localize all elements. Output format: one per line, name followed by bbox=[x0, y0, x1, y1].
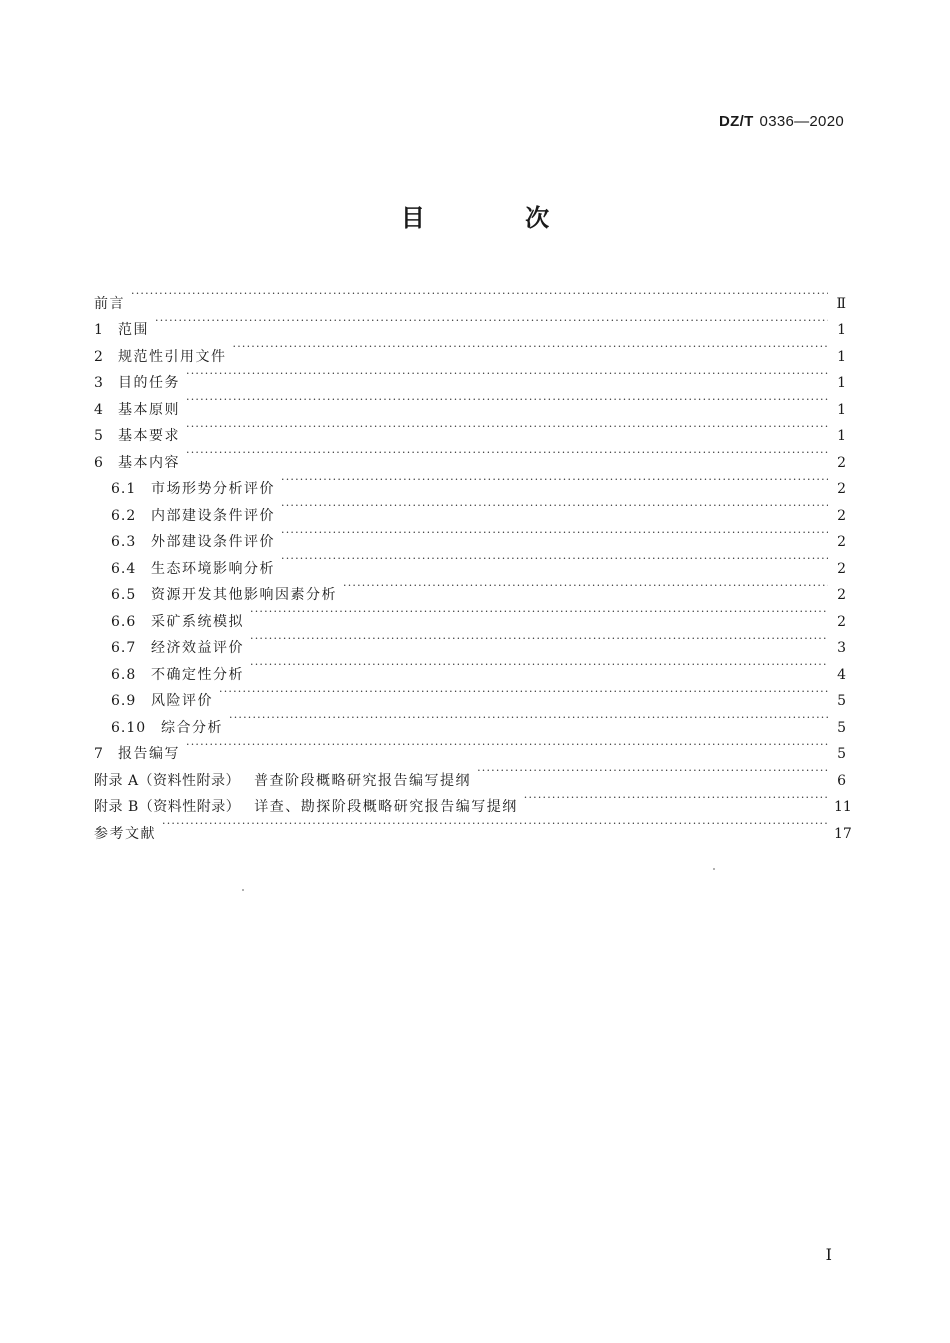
toc-entry-page: 5 bbox=[837, 719, 846, 736]
toc-entry-page: 3 bbox=[837, 640, 846, 656]
toc-entry-number: 1 bbox=[94, 322, 104, 338]
toc-entry[interactable] bbox=[94, 467, 846, 497]
toc-leader-dots bbox=[186, 732, 828, 759]
toc-leader-dots bbox=[250, 626, 828, 653]
standard-code bbox=[719, 113, 844, 130]
toc-entry-appendix-prefix: 附录 B（资料性附录） bbox=[94, 799, 241, 815]
toc-leader-dots bbox=[281, 546, 828, 573]
toc-entry-page: 5 bbox=[837, 693, 846, 709]
toc-entry-label: 报告编写 bbox=[118, 746, 180, 762]
toc-leader-dots bbox=[233, 334, 829, 361]
toc-entry-label: 生态环境影响分析 bbox=[151, 560, 275, 577]
toc-entry-page: 2 bbox=[837, 560, 846, 577]
toc-leader-dots bbox=[477, 758, 828, 785]
toc-entry-page: Ⅱ bbox=[836, 295, 846, 312]
toc-leader-dots bbox=[155, 308, 828, 335]
toc-entry-page: 1 bbox=[837, 401, 846, 418]
toc-entry-label: 普查阶段概略研究报告编写提纲 bbox=[254, 772, 472, 789]
toc-entry-label: 不确定性分析 bbox=[151, 666, 244, 683]
toc-leader-dots bbox=[131, 281, 828, 308]
toc-entry-number: 6.4 bbox=[111, 560, 137, 577]
scan-speck bbox=[242, 889, 244, 891]
toc-entry-label: 前言 bbox=[94, 295, 125, 312]
toc-leader-dots bbox=[281, 467, 828, 494]
toc-entry-page: 2 bbox=[837, 454, 846, 471]
toc-entry-number: 6.9 bbox=[111, 693, 137, 709]
toc-entry-number: 6.10 bbox=[111, 719, 147, 736]
toc-entry-page: 2 bbox=[837, 613, 846, 630]
scan-speck bbox=[713, 868, 715, 870]
toc-leader-dots bbox=[186, 387, 828, 414]
table-of-contents bbox=[94, 281, 852, 842]
toc-entry-label: 基本原则 bbox=[118, 401, 180, 418]
toc-entry-number: 6.3 bbox=[111, 534, 137, 550]
toc-entry[interactable] bbox=[94, 281, 846, 312]
toc-entry-number: 6.5 bbox=[111, 587, 137, 603]
toc-entry-label: 综合分析 bbox=[161, 719, 223, 736]
toc-entry-label: 经济效益评价 bbox=[151, 640, 244, 656]
toc-leader-dots bbox=[250, 599, 828, 626]
toc-entry-label: 基本内容 bbox=[118, 454, 180, 471]
toc-entry[interactable] bbox=[94, 414, 846, 444]
toc-entry[interactable] bbox=[94, 732, 846, 762]
toc-entry[interactable] bbox=[94, 811, 852, 842]
toc-entry-page: 6 bbox=[837, 772, 846, 789]
toc-entry-page: 11 bbox=[834, 799, 852, 815]
toc-entry-label: 基本要求 bbox=[118, 428, 180, 444]
toc-entry-number: 6.8 bbox=[111, 666, 137, 683]
toc-leader-dots bbox=[250, 652, 828, 679]
toc-entry-number: 6.6 bbox=[111, 613, 137, 630]
standard-number: 0336—2020 bbox=[759, 113, 844, 130]
standard-prefix: DZ/T bbox=[719, 113, 754, 130]
toc-leader-dots bbox=[186, 414, 828, 441]
toc-entry-page: 2 bbox=[837, 534, 846, 550]
toc-entry[interactable] bbox=[94, 334, 846, 365]
toc-entry-number: 2 bbox=[94, 348, 104, 365]
toc-entry-label: 详查、勘探阶段概略研究报告编写提纲 bbox=[254, 799, 518, 815]
toc-entry-label: 外部建设条件评价 bbox=[151, 534, 275, 550]
toc-entry-label: 参考文献 bbox=[94, 825, 156, 842]
toc-entry[interactable] bbox=[94, 440, 846, 471]
toc-leader-dots bbox=[229, 705, 828, 732]
toc-entry-page: 2 bbox=[837, 587, 846, 603]
toc-leader-dots bbox=[219, 679, 828, 706]
toc-entry[interactable] bbox=[94, 308, 846, 338]
toc-entry-page: 4 bbox=[837, 666, 846, 683]
toc-entry-page: 5 bbox=[837, 746, 846, 762]
toc-entry-page: 2 bbox=[837, 507, 846, 524]
toc-entry-number: 3 bbox=[94, 375, 104, 391]
toc-entry-number: 6 bbox=[94, 454, 104, 471]
toc-leader-dots bbox=[186, 440, 828, 467]
toc-entry-page: 1 bbox=[837, 428, 846, 444]
toc-entry-page: 17 bbox=[834, 825, 852, 842]
page-title: 目 次 bbox=[400, 204, 596, 232]
toc-leader-dots bbox=[186, 361, 828, 388]
page-number: I bbox=[825, 1245, 832, 1264]
toc-entry[interactable] bbox=[94, 361, 846, 391]
toc-entry-label: 目的任务 bbox=[118, 375, 180, 391]
toc-entry-label: 采矿系统模拟 bbox=[151, 613, 244, 630]
toc-entry-page: 1 bbox=[837, 375, 846, 391]
toc-entry-number: 6.2 bbox=[111, 507, 137, 524]
toc-entry-label: 资源开发其他影响因素分析 bbox=[151, 587, 337, 603]
toc-entry-page: 2 bbox=[837, 481, 846, 497]
toc-entry-number: 4 bbox=[94, 401, 104, 418]
toc-leader-dots bbox=[162, 811, 828, 838]
toc-leader-dots bbox=[281, 520, 828, 547]
toc-leader-dots bbox=[343, 573, 828, 600]
toc-leader-dots bbox=[524, 785, 828, 812]
toc-entry-page: 1 bbox=[837, 348, 846, 365]
toc-entry-label: 内部建设条件评价 bbox=[151, 507, 275, 524]
toc-entry[interactable] bbox=[94, 758, 846, 789]
toc-entry-number: 6.7 bbox=[111, 640, 137, 656]
toc-entry-number: 6.1 bbox=[111, 481, 137, 497]
toc-entry-number: 7 bbox=[94, 746, 104, 762]
toc-entry-page: 1 bbox=[837, 322, 846, 338]
toc-leader-dots bbox=[281, 493, 828, 520]
toc-entry-label: 市场形势分析评价 bbox=[151, 481, 275, 497]
toc-entry-label: 规范性引用文件 bbox=[118, 348, 227, 365]
toc-entry-label: 风险评价 bbox=[151, 693, 213, 709]
toc-entry-label: 范围 bbox=[118, 322, 149, 338]
toc-entry-number: 5 bbox=[94, 428, 104, 444]
toc-entry[interactable] bbox=[94, 387, 846, 418]
toc-entry-appendix-prefix: 附录 A（资料性附录） bbox=[94, 772, 241, 789]
